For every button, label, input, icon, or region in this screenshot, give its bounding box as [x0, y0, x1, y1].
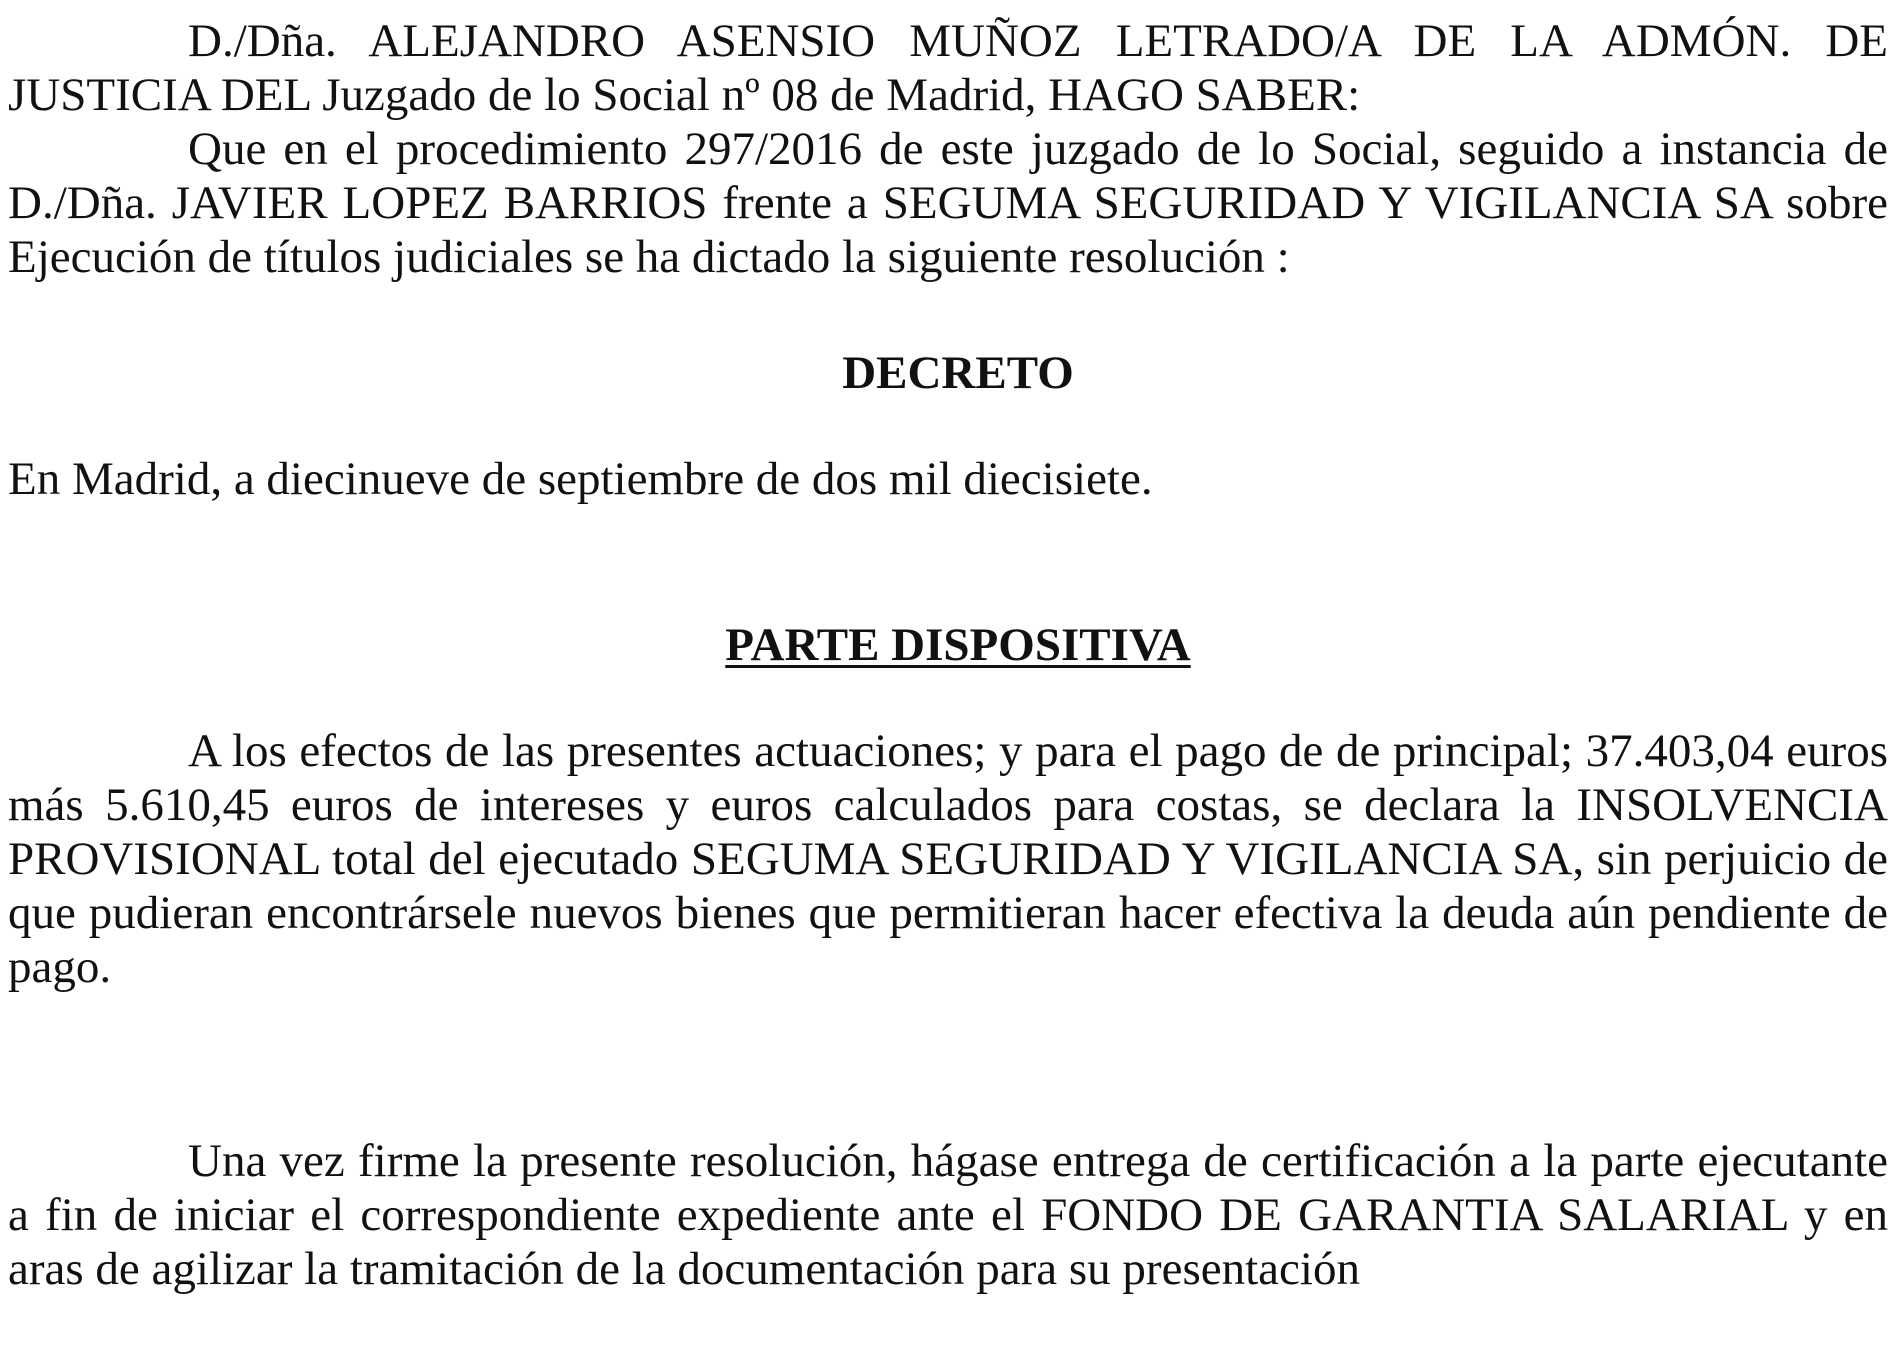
fecha-line: En Madrid, a diecinueve de septiembre de dos mil diecisiete.: [8, 453, 1153, 505]
final-paragraph: Una vez firme la presente resolución, hágase entrega de certificación a la parte ejecutante a fin de iniciar el correspondiente expediente ante el FONDO DE GARANTIA SALARIAL y en aras de agilizar la tramitación de la documentación para su presentación: [8, 1135, 1888, 1295]
dispositiva-paragraph: A los efectos de las presentes actuaciones; y para el pago de de principal; 37.403,04 euros más 5.610,45 euros de intereses y euros calculados para costas, se declara la INSOLVENCIA PROVISIONAL total del ejecutado SEGUMA SEGURIDAD Y VIGILANCIA SA, sin perjuicio de que pudieran encontrársele nuevos bienes que permitieran hacer efectiva la deuda aún pendiente de pago.: [8, 725, 1888, 993]
intro-paragraph-2: Que en el procedimiento 297/2016 de este juzgado de lo Social, seguido a instancia de D./Dña. JAVIER LOPEZ BARRIOS frente a SEGUMA SEGURIDAD Y VIGILANCIA SA sobre Ejecución de títulos judiciales se ha dictado la siguiente resolución :: [8, 123, 1888, 283]
intro-paragraph-1: D./Dña. ALEJANDRO ASENSIO MUÑOZ LETRADO/A DE LA ADMÓN. DE JUSTICIA DEL Juzgado de lo Social nº 08 de Madrid, HAGO SABER:: [8, 15, 1888, 121]
decreto-heading: DECRETO: [842, 347, 1074, 399]
document-page: [8, 14, 1888, 1296]
parte-dispositiva-heading: PARTE DISPOSITIVA: [725, 619, 1191, 671]
